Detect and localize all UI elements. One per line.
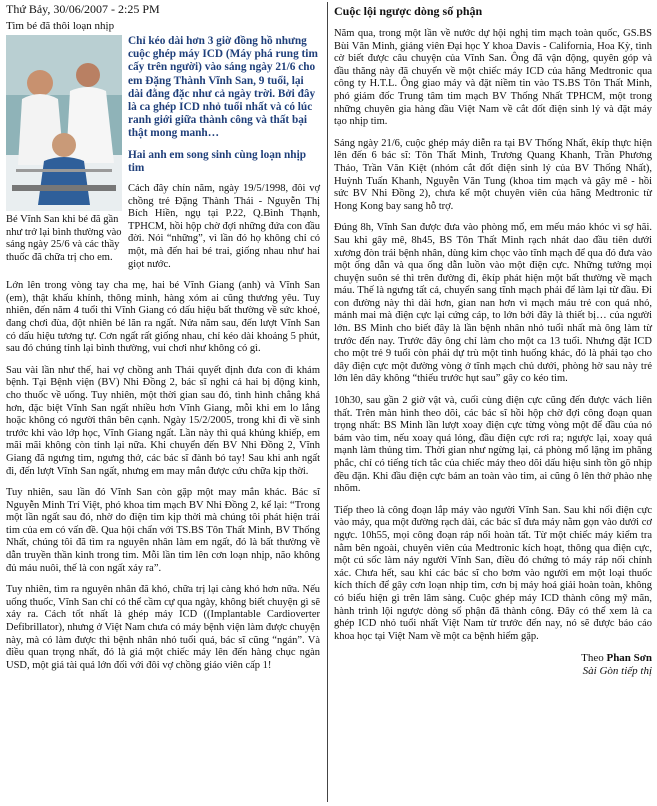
article-date: Thứ Bảy, 30/06/2007 - 2:25 PM [6,2,160,16]
left-paragraph: Tuy nhiên, tìm ra nguyên nhân đã khó, chữa trị lại càng khó hơn nữa. Nếu uống thuốc, Vĩnh San chỉ có thể cầm cự qua ngày, không biết chuyện gì sẽ xảy ra. Cách tốt nhất là ghép máy ICD ((Implantable Cardioverter Defibrillator), nhưng ở Việt Nam chưa có máy bệnh viện làm được chuyện này, mà có làm được thì bệnh nhân nhỏ tuổi quá, bác sĩ cũng “ngán”. Và điều quan trọng nhất, đó là giá một chiếc máy lên đến hàng chục ngàn USD, một giá tài quá lớn đối với đôi vợ chồng giáo viên cấp 1! [6,584,320,671]
left-paragraph: Sau vài lần như thế, hai vợ chồng anh Thái quyết định đưa con đi khám bệnh. Tại Bệnh viện (BV) Nhi Đồng 2, bác sĩ nghi cả hai bị động kinh, cho thuốc về uống. Tuy nhiên, một thời gian sau đó, tình hình chẳng khá hơn, đặc biệt Vĩnh San ngất nhiều hơn Vĩnh Giang, mỗi khi em lo lắng hoặc không có người thân bên cạnh. Ngày 15/2/2005, trong khi đi về sinh trước khi vào lớp học, Vĩnh Giang ngất. Lần này thì quá khủng khiếp, em mãi mãi không còn tỉnh lại nữa. Khi chuyển đến BV Nhi Đồng 2, Vĩnh Giang đã ngưng tim, ngưng thở, các bác sĩ đành bó tay! Sau khi anh ngất đi, đến lượt Vĩnh San ngất, nhưng em may mắn được cứu chữa kịp thời. [6,364,320,477]
right-paragraph: Tiếp theo là công đoạn lắp máy vào người Vĩnh San. Sau khi nối điện cực vào máy, qua một đường rạch dài, các bác sĩ đưa máy nằm gọn vào dưới cơ ngực. 10h55, mọi công đoạn ráp nối hoàn tất. Từ một chiếc máy kiểm tra nằm bên ngoài, chuyên viên của Medtronic kích hoạt, thông qua điện cực, một cú sốc làm nảy người Vĩnh San, điều đó chứng tỏ máy ráp nối chính xác. Chưa hết, sau khi các bác sĩ cho bơm vào người em một loại thuốc kích thích để gây cơn loạn nhịp tim, cơn bị máy hoá giải hoàn toàn, không có biểu hiện gì trên lâm sàng. Cuộc ghép máy ICD thành công mỹ mãn, hành trình lội ngược dòng số phận đã thành công. Đây có thể xem là ca ghép ICD nhỏ tuổi nhất Việt Nam từ trước đến nay, nó sẽ được báo cáo khoa học tại Việt Nam về một ca bệnh hiếm gặp. [334,504,652,642]
right-paragraph: Đúng 8h, Vĩnh San được đưa vào phòng mổ, em mếu máo khóc vì sợ hãi. Sau khi gây mê, 8h45, BS Tôn Thất Minh rạch nhát dao đầu tiên dưới xương đòn trái bệnh nhân, dùng kim chọc vào tĩnh mạch để qua đó đưa vào một ống dẫn và qua ống dẫn luồn vào một điện cực. Những tưởng mọi chuyện suôn sẻ thì trên đường đi, êkíp phát hiện một bất thường về mạch máu. Thế là ngưng tất cả, chuyển sang tĩnh mạch phải để làm lại từ đầu. Đi con đường này thì dài hơn, gian nan hơn vì mạch máu trẻ con quá nhỏ, mảnh mai mà điện cực lại cứng cáp, to lớn bởi đây là thiết bị… của người lớn. BS Minh cho biết đây là lần bệnh nhân nhỏ tuổi nhất mà ông làm từ trước đến nay. Trước đây ông chỉ làm cho một ca 13 tuổi. Nhưng đặt ICD cho một trẻ 9 tuổi còn phải dự trù một tình huống khác, đó là phải tạo cho dây điện cực một đường vòng ở tĩnh mạch chủ dưới, phòng hờ sau này trẻ lớn lên dây không “thiếu trước hụt sau” gây co kéo tim. [334,222,652,385]
left-paragraph: Tuy nhiên, sau lần đó Vĩnh San còn gặp một may mắn khác. Bác sĩ Nguyễn Minh Trí Việt, phó khoa tim mạch BV Nhi Đồng 2, kể lại: “Trong một lần ngất sau đó, nhờ do điện tim kịp thời mà chúng tôi phát hiện trái tim của em có vấn đề. Qua hội chẩn với TS.BS Tôn Thất Minh, BV Thống Nhất, chúng tôi đã tìm ra nguyên nhân làm em ngất, đó là bất thường về dẫn truyền thần kinh trong tim. Mỗi lần tim lên cơn loạn nhịp, não không đủ máu nuôi, thế là con ngất xảy ra”. [6,487,320,574]
right-column [334,2,652,678]
article-lead: Chỉ kéo dài hơn 3 giờ đồng hồ nhưng cuộc ghép máy ICD (Máy phá rung tim cấy trên người) vào sáng ngày 21/6 cho em Đặng Thành Vĩnh San, 9 tuổi, lại dài đằng đặc như cả ngày trời. Bởi đây là ca ghép ICD nhỏ tuổi nhất và có lúc ranh giới giữa thành công và thất bại thật mong manh… [128,35,318,140]
left-subheading: Hai anh em song sinh cùng loạn nhịp tim [128,148,306,174]
photo-children-hospital-icon [6,35,122,211]
byline-prefix: Theo [581,652,604,665]
left-paragraph: Cách đây chín năm, ngày 19/5/1998, đôi vợ chồng trẻ Đặng Thành Thái - Nguyễn Thị Bích Hiền, ngụ tại P.22, Q.Bình Thạnh, TPHCM, hồi hộp chờ đợi những đứa con đầu đời. Nói “những”, vì lần đó họ không chỉ có một, mà đến hai bé trai, giống nhau như hai giọt nước. [128,183,320,270]
left-paragraph: Lớn lên trong vòng tay cha mẹ, hai bé Vĩnh Giang (anh) và Vĩnh San (em), thật khấu khỉnh, thông minh, hàng xóm ai cũng thương yêu. Tuy nhiên, đến năm 4 tuổi thì Vĩnh Giang có dấu hiệu bất thường về sức khoẻ, đang chơi đùa, đột nhiên bé lăn ra ngất. Nửa năm sau, đến lượt Vĩnh San có dấu hiệu tương tự. Cơn ngất rất giống nhau, chỉ kéo dài khoảng 5 phút, sau đó chúng tỉnh lại bình thường, vui chơi như không có gì. [6,280,320,355]
left-column [6,2,320,681]
source-credit: Sài Gòn tiếp thị [582,665,652,678]
byline-author: Phan Sơn [606,652,652,665]
column-divider [327,2,328,802]
right-paragraph: Sáng ngày 21/6, cuộc ghép máy diễn ra tại BV Thống Nhất, êkíp thực hiện lên đến 6 bác sĩ: Tôn Thất Minh, Trương Quang Khanh, Trần Phương Thảo, Trần Văn Kiệt (nhóm cắt đốt điện sinh lý của BV Thống Nhất), Huỳnh Tuấn Khanh, Nguyễn Văn Tung (khoa tim mạch và gây mê - hồi sức BV Nhi Đồng 2), chưa kể một chuyên viên của hãng Medtronic từ Hong Kong bay sang hỗ trợ. [334,137,652,212]
byline [334,652,652,665]
right-paragraph: Năm qua, trong một lần về nước dự hội nghị tim mạch toàn quốc, GS.BS Bùi Văn Minh, giảng viên Đại học Y khoa Davis - California, Hoa Kỳ, tình cờ biết được câu chuyện của Vĩnh San. Ông đã vận động, quyên góp và đầu thăng này đã chuyển về một chiếc máy ICD của hãng Medtronic qua công ty H.T.L. Ông giao máy và đặt niềm tin vào TS.BS Tôn Thất Minh, phó giám đốc Trung tâm tim mạch BV Thống Nhất TPHCM, một trong những chuyên gia hàng đầu Việt Nam về cắt đốt điện sinh lý và đặt máy tạo nhịp tim. [334,28,652,128]
article-subtitle: Tim bé đã thôi loạn nhịp [6,20,115,32]
photo-caption: Bé Vĩnh San khi bé đã gần như trở lại bình thường vào sáng ngày 25/6 và các thầy thuốc đã chữa trị cho em. [6,214,122,263]
photo-block [6,35,122,264]
right-paragraph: 10h30, sau gần 2 giờ vật và, cuối cùng điện cực cũng đến được vách liên thất. Trên màn hình theo dõi, các bác sĩ hồi hộp chờ đợi công đoạn quan trọng nhất: BS Minh lần lượt xoay điện cực từng vòng một để đầu của nó bám vào tim, nếu xoay quá lỏng, đầu điện cực rơi ra; ngược lại, xoay quá mạnh làm thủng tim. Thời gian như ngừng lại, cả phòng mổ lặng im phăng phắc, chỉ có tiếng tích tắc của chiếc máy theo dõi dấu hiệu sinh tồn gõ nhịp đều đặn. Khi đầu điện cực bám an toàn vào tim, ai cũng ô lên thở phào nhẹ nhõm. [334,395,652,495]
right-heading: Cuộc lội ngược dòng số phận [334,4,483,18]
